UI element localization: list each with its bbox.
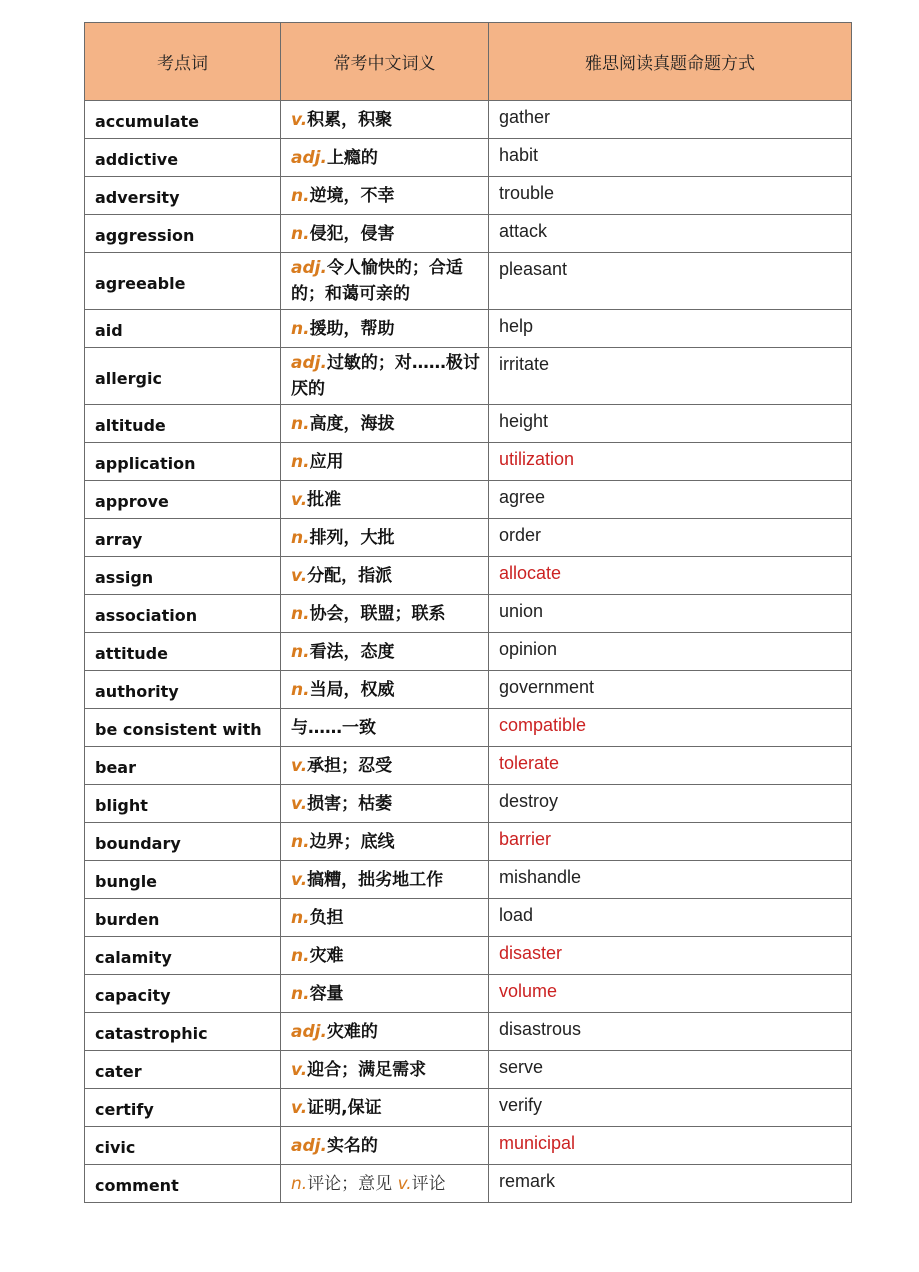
table-row xyxy=(85,975,852,1013)
keyword-cell: bungle xyxy=(85,861,281,899)
keyword-cell: application xyxy=(85,443,281,481)
table-row xyxy=(85,747,852,785)
table-row xyxy=(85,1089,852,1127)
meaning-cell xyxy=(281,139,489,177)
meaning-cell xyxy=(281,709,489,747)
keyword-cell: calamity xyxy=(85,937,281,975)
header-chinese-meaning: 常考中文词义 xyxy=(281,23,489,101)
keyword-cell: comment xyxy=(85,1165,281,1203)
synonym-cell: opinion xyxy=(489,633,852,671)
part-of-speech: n. xyxy=(291,1173,308,1194)
synonym-cell: trouble xyxy=(489,177,852,215)
meaning-cell xyxy=(281,177,489,215)
part-of-speech: v. xyxy=(291,755,308,776)
meaning-text: 分配，指派 xyxy=(307,565,393,586)
table-row xyxy=(85,595,852,633)
part-of-speech: n. xyxy=(291,831,310,852)
table-row xyxy=(85,671,852,709)
meaning-text: 灾难 xyxy=(309,945,344,966)
part-of-speech: adj. xyxy=(291,353,327,373)
part-of-speech: v. xyxy=(291,793,308,814)
meaning-cell xyxy=(281,633,489,671)
meaning-cell xyxy=(281,1013,489,1051)
meaning-cell xyxy=(281,443,489,481)
synonym-cell: barrier xyxy=(489,823,852,861)
header-ielts-paraphrase: 雅思阅读真题命题方式 xyxy=(489,23,852,101)
part-of-speech: n. xyxy=(291,907,310,928)
synonym-cell: mishandle xyxy=(489,861,852,899)
keyword-cell: assign xyxy=(85,557,281,595)
meaning-cell xyxy=(281,899,489,937)
table-row xyxy=(85,937,852,975)
table-row xyxy=(85,861,852,899)
synonym-cell: remark xyxy=(489,1165,852,1203)
meaning-cell xyxy=(281,747,489,785)
meaning-text: 证明,保证 xyxy=(307,1097,382,1118)
keyword-cell: be consistent with xyxy=(85,709,281,747)
meaning-text: 上瘾的 xyxy=(326,147,378,168)
synonym-cell: tolerate xyxy=(489,747,852,785)
synonym-cell: serve xyxy=(489,1051,852,1089)
meaning-text: 当局，权威 xyxy=(309,679,395,700)
keyword-cell: capacity xyxy=(85,975,281,1013)
meaning-cell xyxy=(281,671,489,709)
synonym-cell: compatible xyxy=(489,709,852,747)
synonym-cell: destroy xyxy=(489,785,852,823)
table-row xyxy=(85,633,852,671)
keyword-cell: accumulate xyxy=(85,101,281,139)
part-of-speech: adj. xyxy=(291,147,327,168)
part-of-speech: v. xyxy=(291,1097,308,1118)
part-of-speech: n. xyxy=(291,983,310,1004)
table-row xyxy=(85,215,852,253)
part-of-speech: n. xyxy=(291,945,310,966)
keyword-cell: attitude xyxy=(85,633,281,671)
table-row xyxy=(85,139,852,177)
table-row xyxy=(85,899,852,937)
meaning-cell xyxy=(281,557,489,595)
meaning-cell xyxy=(281,1051,489,1089)
table-row xyxy=(85,1051,852,1089)
meaning-cell xyxy=(281,1165,489,1203)
synonym-cell: government xyxy=(489,671,852,709)
synonym-cell: attack xyxy=(489,215,852,253)
keyword-cell: approve xyxy=(85,481,281,519)
synonym-cell: help xyxy=(489,310,852,348)
table-row xyxy=(85,1127,852,1165)
meaning-text: 令人愉快的；合适的；和蔼可亲的 xyxy=(291,258,463,304)
synonym-cell: union xyxy=(489,595,852,633)
keyword-cell: allergic xyxy=(85,348,281,405)
meaning-text: 评论；意见 xyxy=(307,1173,398,1194)
keyword-cell: cater xyxy=(85,1051,281,1089)
part-of-speech: n. xyxy=(291,318,310,339)
part-of-speech: adj. xyxy=(291,1135,327,1156)
synonym-cell: utilization xyxy=(489,443,852,481)
part-of-speech: n. xyxy=(291,223,310,244)
keyword-cell: aggression xyxy=(85,215,281,253)
keyword-cell: addictive xyxy=(85,139,281,177)
meaning-text: 评论 xyxy=(411,1173,446,1194)
meaning-text: 协会，联盟；联系 xyxy=(309,603,446,624)
table-row xyxy=(85,823,852,861)
keyword-cell: aid xyxy=(85,310,281,348)
part-of-speech: n. xyxy=(291,641,310,662)
table-row xyxy=(85,785,852,823)
synonym-cell: verify xyxy=(489,1089,852,1127)
meaning-text: 灾难的 xyxy=(326,1021,378,1042)
meaning-cell xyxy=(281,595,489,633)
part-of-speech: n. xyxy=(291,679,310,700)
meaning-cell xyxy=(281,481,489,519)
part-of-speech: adj. xyxy=(291,1021,327,1042)
meaning-cell xyxy=(281,785,489,823)
keyword-cell: civic xyxy=(85,1127,281,1165)
keyword-cell: burden xyxy=(85,899,281,937)
meaning-cell xyxy=(281,519,489,557)
synonym-cell: allocate xyxy=(489,557,852,595)
meaning-text: 与……一致 xyxy=(291,717,376,738)
meaning-text: 容量 xyxy=(309,983,344,1004)
table-row xyxy=(85,1165,852,1203)
table-row xyxy=(85,405,852,443)
synonym-cell: height xyxy=(489,405,852,443)
table-row xyxy=(85,443,852,481)
meaning-cell xyxy=(281,101,489,139)
keyword-cell: bear xyxy=(85,747,281,785)
keyword-cell: certify xyxy=(85,1089,281,1127)
part-of-speech: n. xyxy=(291,413,310,434)
meaning-text: 逆境，不幸 xyxy=(309,185,395,206)
meaning-cell xyxy=(281,861,489,899)
meaning-text: 负担 xyxy=(309,907,344,928)
part-of-speech: v. xyxy=(291,489,308,510)
table-row xyxy=(85,519,852,557)
meaning-cell xyxy=(281,215,489,253)
synonym-cell: agree xyxy=(489,481,852,519)
keyword-cell: authority xyxy=(85,671,281,709)
meaning-cell xyxy=(281,348,489,405)
part-of-speech: v. xyxy=(291,869,308,890)
meaning-text: 批准 xyxy=(307,489,342,510)
meaning-text: 承担；忍受 xyxy=(307,755,393,776)
synonym-cell: order xyxy=(489,519,852,557)
table-row xyxy=(85,709,852,747)
keyword-cell: blight xyxy=(85,785,281,823)
keyword-cell: agreeable xyxy=(85,253,281,310)
synonym-cell: load xyxy=(489,899,852,937)
part-of-speech: v. xyxy=(291,1059,308,1080)
table-row xyxy=(85,481,852,519)
meaning-text: 搞糟，拙劣地工作 xyxy=(307,869,444,890)
meaning-text: 看法，态度 xyxy=(309,641,395,662)
table-row xyxy=(85,101,852,139)
meaning-text: 损害；枯萎 xyxy=(307,793,393,814)
keyword-cell: boundary xyxy=(85,823,281,861)
part-of-speech: n. xyxy=(291,185,310,206)
part-of-speech: n. xyxy=(291,451,310,472)
vocab-table xyxy=(84,22,852,1203)
keyword-cell: altitude xyxy=(85,405,281,443)
meaning-text: 侵犯，侵害 xyxy=(309,223,395,244)
table-row xyxy=(85,348,852,405)
table-body xyxy=(85,101,852,1203)
synonym-cell: gather xyxy=(489,101,852,139)
meaning-cell xyxy=(281,405,489,443)
part-of-speech: v. xyxy=(291,109,308,130)
meaning-text: 应用 xyxy=(309,451,344,472)
keyword-cell: adversity xyxy=(85,177,281,215)
meaning-cell xyxy=(281,823,489,861)
part-of-speech: n. xyxy=(291,603,310,624)
meaning-text: 积累，积聚 xyxy=(307,109,393,130)
keyword-cell: catastrophic xyxy=(85,1013,281,1051)
synonym-cell: volume xyxy=(489,975,852,1013)
synonym-cell: habit xyxy=(489,139,852,177)
table-row xyxy=(85,557,852,595)
meaning-text: 过敏的；对……极讨厌的 xyxy=(291,353,480,399)
part-of-speech: v. xyxy=(397,1173,412,1194)
table-row xyxy=(85,253,852,310)
meaning-cell xyxy=(281,310,489,348)
table-row xyxy=(85,177,852,215)
header-row xyxy=(85,23,852,101)
keyword-cell: association xyxy=(85,595,281,633)
meaning-text: 边界；底线 xyxy=(309,831,395,852)
meaning-cell xyxy=(281,1089,489,1127)
header-keyword: 考点词 xyxy=(85,23,281,101)
part-of-speech: adj. xyxy=(291,258,327,278)
keyword-cell: array xyxy=(85,519,281,557)
part-of-speech: n. xyxy=(291,527,310,548)
synonym-cell: disastrous xyxy=(489,1013,852,1051)
synonym-cell: disaster xyxy=(489,937,852,975)
table-row xyxy=(85,310,852,348)
meaning-text: 迎合；满足需求 xyxy=(307,1059,427,1080)
table-row xyxy=(85,1013,852,1051)
synonym-cell: irritate xyxy=(489,348,852,405)
meaning-text: 实名的 xyxy=(326,1135,378,1156)
meaning-text: 排列，大批 xyxy=(309,527,395,548)
synonym-cell: pleasant xyxy=(489,253,852,310)
meaning-text: 高度，海拔 xyxy=(309,413,395,434)
meaning-cell xyxy=(281,975,489,1013)
synonym-cell: municipal xyxy=(489,1127,852,1165)
meaning-cell xyxy=(281,937,489,975)
meaning-cell xyxy=(281,253,489,310)
part-of-speech: v. xyxy=(291,565,308,586)
meaning-text: 援助，帮助 xyxy=(309,318,395,339)
meaning-cell xyxy=(281,1127,489,1165)
